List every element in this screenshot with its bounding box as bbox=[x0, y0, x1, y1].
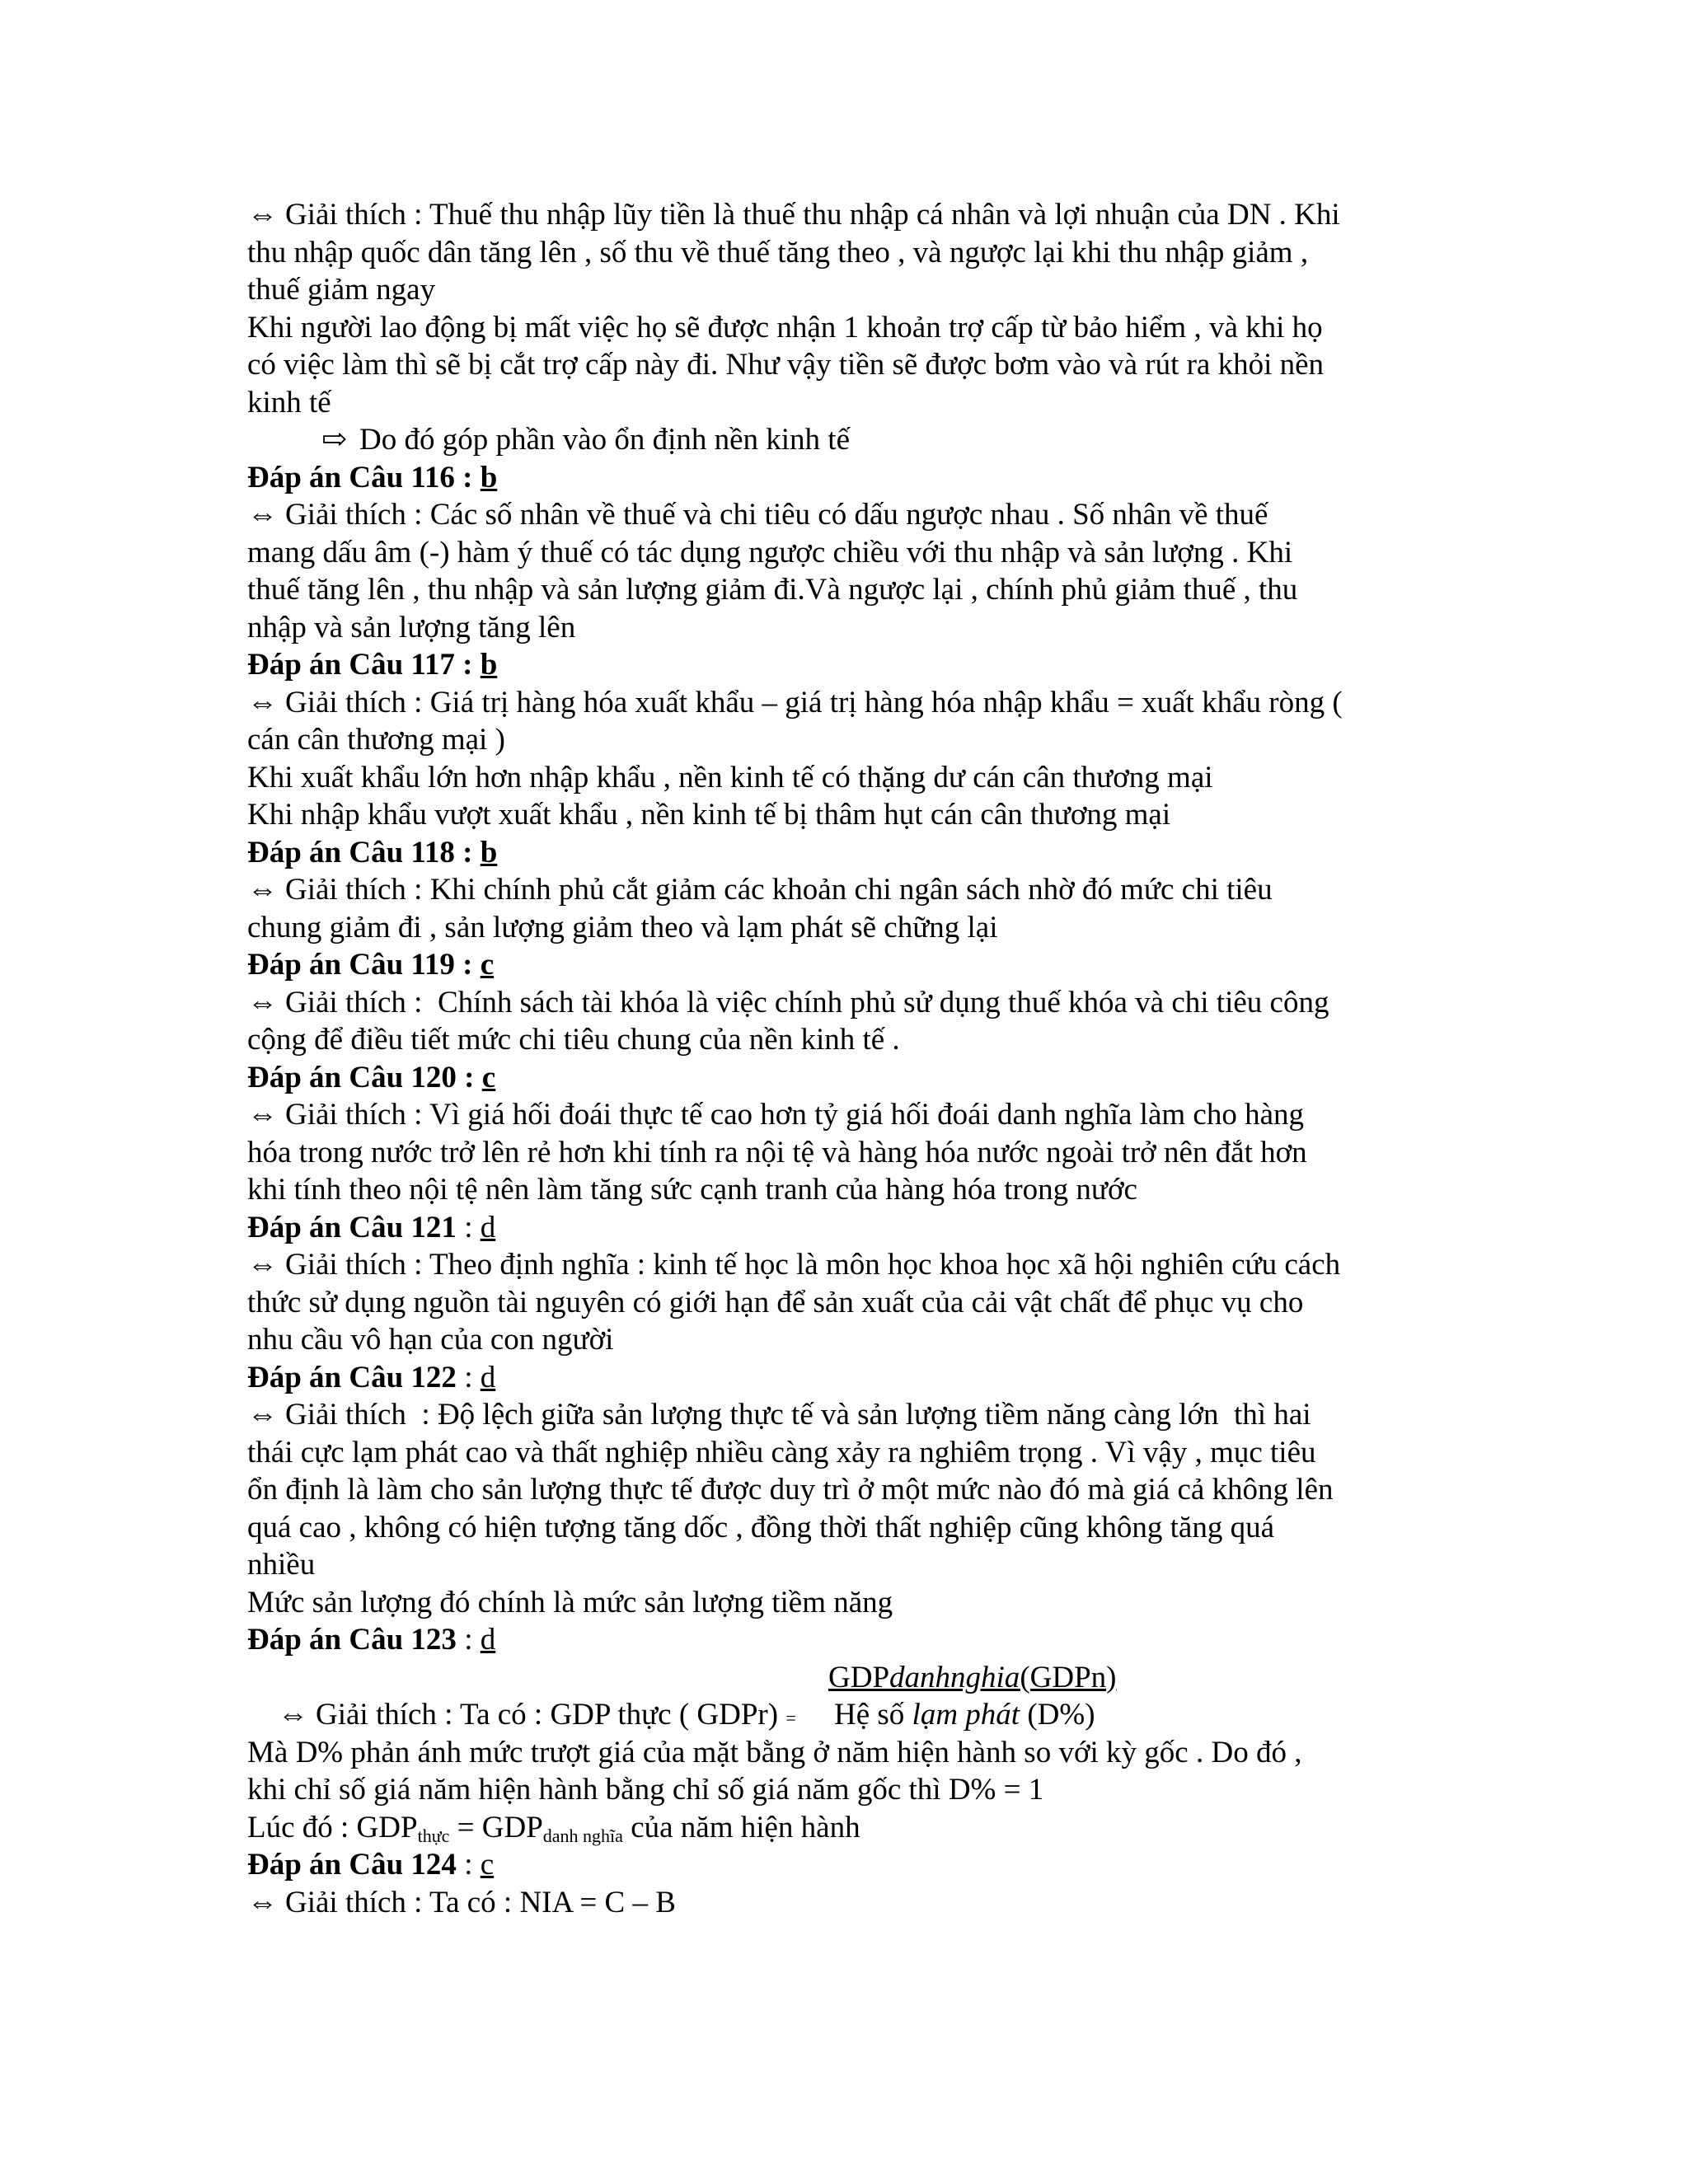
answer-heading-122: Đáp án Câu 122 : d bbox=[247, 1360, 496, 1394]
text-line: Mà D% phản ánh mức trượt giá của mặt bằng ở năm hiện hành so với kỳ gốc . Do đó , bbox=[247, 1735, 1302, 1769]
double-arrow-icon: ⇔ bbox=[247, 1248, 278, 1282]
text-line: Mức sản lượng đó chính là mức sản lượng tiềm năng bbox=[247, 1585, 893, 1619]
right-arrow-icon: ⇨ bbox=[321, 423, 348, 457]
text-line: thuế tăng lên , thu nhập và sản lượng giảm đi.Và ngược lại , chính phủ giảm thuế , thu bbox=[247, 573, 1298, 607]
text-line: ổn định là làm cho sản lượng thực tế được duy trì ở một mức nào đó mà giá cả không lên bbox=[247, 1473, 1334, 1507]
text-line: quá cao , không có hiện tượng tăng dốc , đồng thời thất nghiệp cũng không tăng quá bbox=[247, 1510, 1275, 1544]
double-arrow-icon: ⇔ bbox=[247, 498, 278, 532]
text-line: ⇔ Giải thích : Theo định nghĩa : kinh tế học là môn học khoa học xã hội nghiên cứu cách bbox=[247, 1246, 1451, 1284]
text-line: thu nhập quốc dân tăng lên , số thu về thuế tăng theo , và ngược lại khi thu nhập giảm , bbox=[247, 235, 1309, 269]
text-line: Khi người lao động bị mất việc họ sẽ được nhận 1 khoản trợ cấp từ bảo hiểm , và khi họ bbox=[247, 310, 1323, 344]
text-line: ⇔ Giải thích : Các số nhân về thuế và chi tiêu có dấu ngược nhau . Số nhân về thuế bbox=[247, 496, 1451, 534]
text-line: cán cân thương mại ) bbox=[247, 723, 505, 757]
answer-letter: c bbox=[481, 1060, 496, 1094]
equals-sign: = bbox=[785, 1708, 796, 1728]
double-arrow-icon: ⇔ bbox=[247, 1398, 278, 1432]
document-page bbox=[247, 196, 1451, 1921]
double-arrow-icon: ⇔ bbox=[247, 873, 278, 907]
answer-letter: c bbox=[480, 948, 495, 982]
double-arrow-icon: ⇔ bbox=[247, 1885, 278, 1919]
double-arrow-icon: ⇔ bbox=[247, 198, 278, 232]
double-arrow-icon: ⇔ bbox=[247, 1098, 278, 1132]
text-line: khi tính theo nội tệ nên làm tăng sức cạnh tranh của hàng hóa trong nước bbox=[247, 1173, 1137, 1207]
answer-letter: d bbox=[480, 1623, 496, 1657]
text-line: ⇔ Giải thích : Chính sách tài khóa là việc chính phủ sử dụng thuế khóa và chi tiêu công bbox=[247, 984, 1451, 1022]
answer-heading-124: Đáp án Câu 124 : c bbox=[247, 1848, 495, 1882]
text-line: chung giảm đi , sản lượng giảm theo và lạm phát sẽ chững lại bbox=[247, 910, 998, 944]
text-line: có việc làm thì sẽ bị cắt trợ cấp này đi. Như vậy tiền sẽ được bơm vào và rút ra khỏi nền bbox=[247, 348, 1325, 382]
text-line: hóa trong nước trở lên rẻ hơn khi tính ra nội tệ và hàng hóa nước ngoài trở nên đắt hơn bbox=[247, 1135, 1307, 1169]
text-line: ⇔ Giải thích : Ta có : NIA = C – B bbox=[247, 1884, 1451, 1922]
answer-letter: d bbox=[480, 1360, 496, 1394]
answer-letter: b bbox=[480, 648, 498, 682]
answer-heading-120: Đáp án Câu 120 : c bbox=[247, 1060, 496, 1094]
answer-letter: b bbox=[480, 835, 498, 869]
text-line: kinh tế bbox=[247, 385, 331, 419]
text-line: mang dấu âm (-) hàm ý thuế có tác dụng ngược chiều với thu nhập và sản lượng . Khi bbox=[247, 535, 1293, 569]
text-line: nhiều bbox=[247, 1548, 316, 1582]
fraction-numerator: GDPdanhnghia(GDPn) bbox=[828, 1660, 1117, 1694]
answer-heading-123: Đáp án Câu 123 : d bbox=[247, 1623, 496, 1657]
answer-heading-116: Đáp án Câu 116 : b bbox=[247, 460, 498, 494]
text-line: khi chỉ số giá năm hiện hành bằng chỉ số giá năm gốc thì D% = 1 bbox=[247, 1773, 1044, 1807]
conclusion-line: ⇨ Do đó góp phần vào ổn định nền kinh tế bbox=[247, 421, 1451, 459]
double-arrow-icon: ⇔ bbox=[278, 1698, 308, 1732]
text-line: ⇔ Giải thích : Thuế thu nhập lũy tiền là thuế thu nhập cá nhân và lợi nhuận của DN . Khi bbox=[247, 196, 1451, 234]
text-line: ⇔ Giải thích : Độ lệch giữa sản lượng thực tế và sản lượng tiềm năng càng lớn thì hai bbox=[247, 1396, 1451, 1434]
text-line: thức sử dụng nguồn tài nguyên có giới hạn để sản xuất của cải vật chất để phục vụ cho bbox=[247, 1285, 1304, 1319]
answer-letter: d bbox=[480, 1210, 496, 1244]
answer-letter: c bbox=[480, 1848, 495, 1882]
text-line: thuế giảm ngay bbox=[247, 273, 436, 307]
fraction-denominator-line bbox=[247, 1696, 1451, 1734]
text-line: Khi xuất khẩu lớn hơn nhập khẩu , nền kinh tế có thặng dư cán cân thương mại bbox=[247, 760, 1213, 794]
double-arrow-icon: ⇔ bbox=[247, 685, 278, 719]
fraction-denominator: Hệ số lạm phát (D%) bbox=[834, 1698, 1095, 1732]
text-line: nhu cầu vô hạn của con người bbox=[247, 1323, 614, 1357]
answer-heading-118: Đáp án Câu 118 : b bbox=[247, 835, 498, 869]
text-line: Lúc đó : $GDP_{thực} = GDP_{danh nghĩa}$ của năm hiện hành bbox=[247, 1810, 860, 1846]
answer-heading-119: Đáp án Câu 119 : c bbox=[247, 948, 495, 982]
text-line: ⇔ Giải thích : Vì giá hối đoái thực tế cao hơn tỷ giá hối đoái danh nghĩa làm cho hàng bbox=[247, 1096, 1451, 1134]
answer-heading-121: Đáp án Câu 121 : d bbox=[247, 1210, 496, 1244]
formula-line: ⇔ Giải thích : Ta có : GDP thực ( GDPr) = GDPdanhnghia(GDPn) bbox=[247, 1659, 1451, 1697]
text-line: ⇔ Giải thích : Giá trị hàng hóa xuất khẩu – giá trị hàng hóa nhập khẩu = xuất khẩu ròng ( bbox=[247, 684, 1451, 722]
text-line: thái cực lạm phát cao và thất nghiệp nhiều càng xảy ra nghiêm trọng . Vì vậy , mục tiêu bbox=[247, 1435, 1316, 1469]
answer-letter: b bbox=[480, 460, 498, 494]
double-arrow-icon: ⇔ bbox=[247, 985, 278, 1019]
text-line: nhập và sản lượng tăng lên bbox=[247, 610, 576, 644]
text-line: ⇔ Giải thích : Khi chính phủ cắt giảm các khoản chi ngân sách nhờ đó mức chi tiêu bbox=[247, 871, 1451, 909]
answer-heading-117: Đáp án Câu 117 : b bbox=[247, 648, 498, 682]
text-line: cộng để điều tiết mức chi tiêu chung của nền kinh tế . bbox=[247, 1023, 900, 1057]
text-line: Khi nhập khẩu vượt xuất khẩu , nền kinh tế bị thâm hụt cán cân thương mại bbox=[247, 798, 1171, 832]
